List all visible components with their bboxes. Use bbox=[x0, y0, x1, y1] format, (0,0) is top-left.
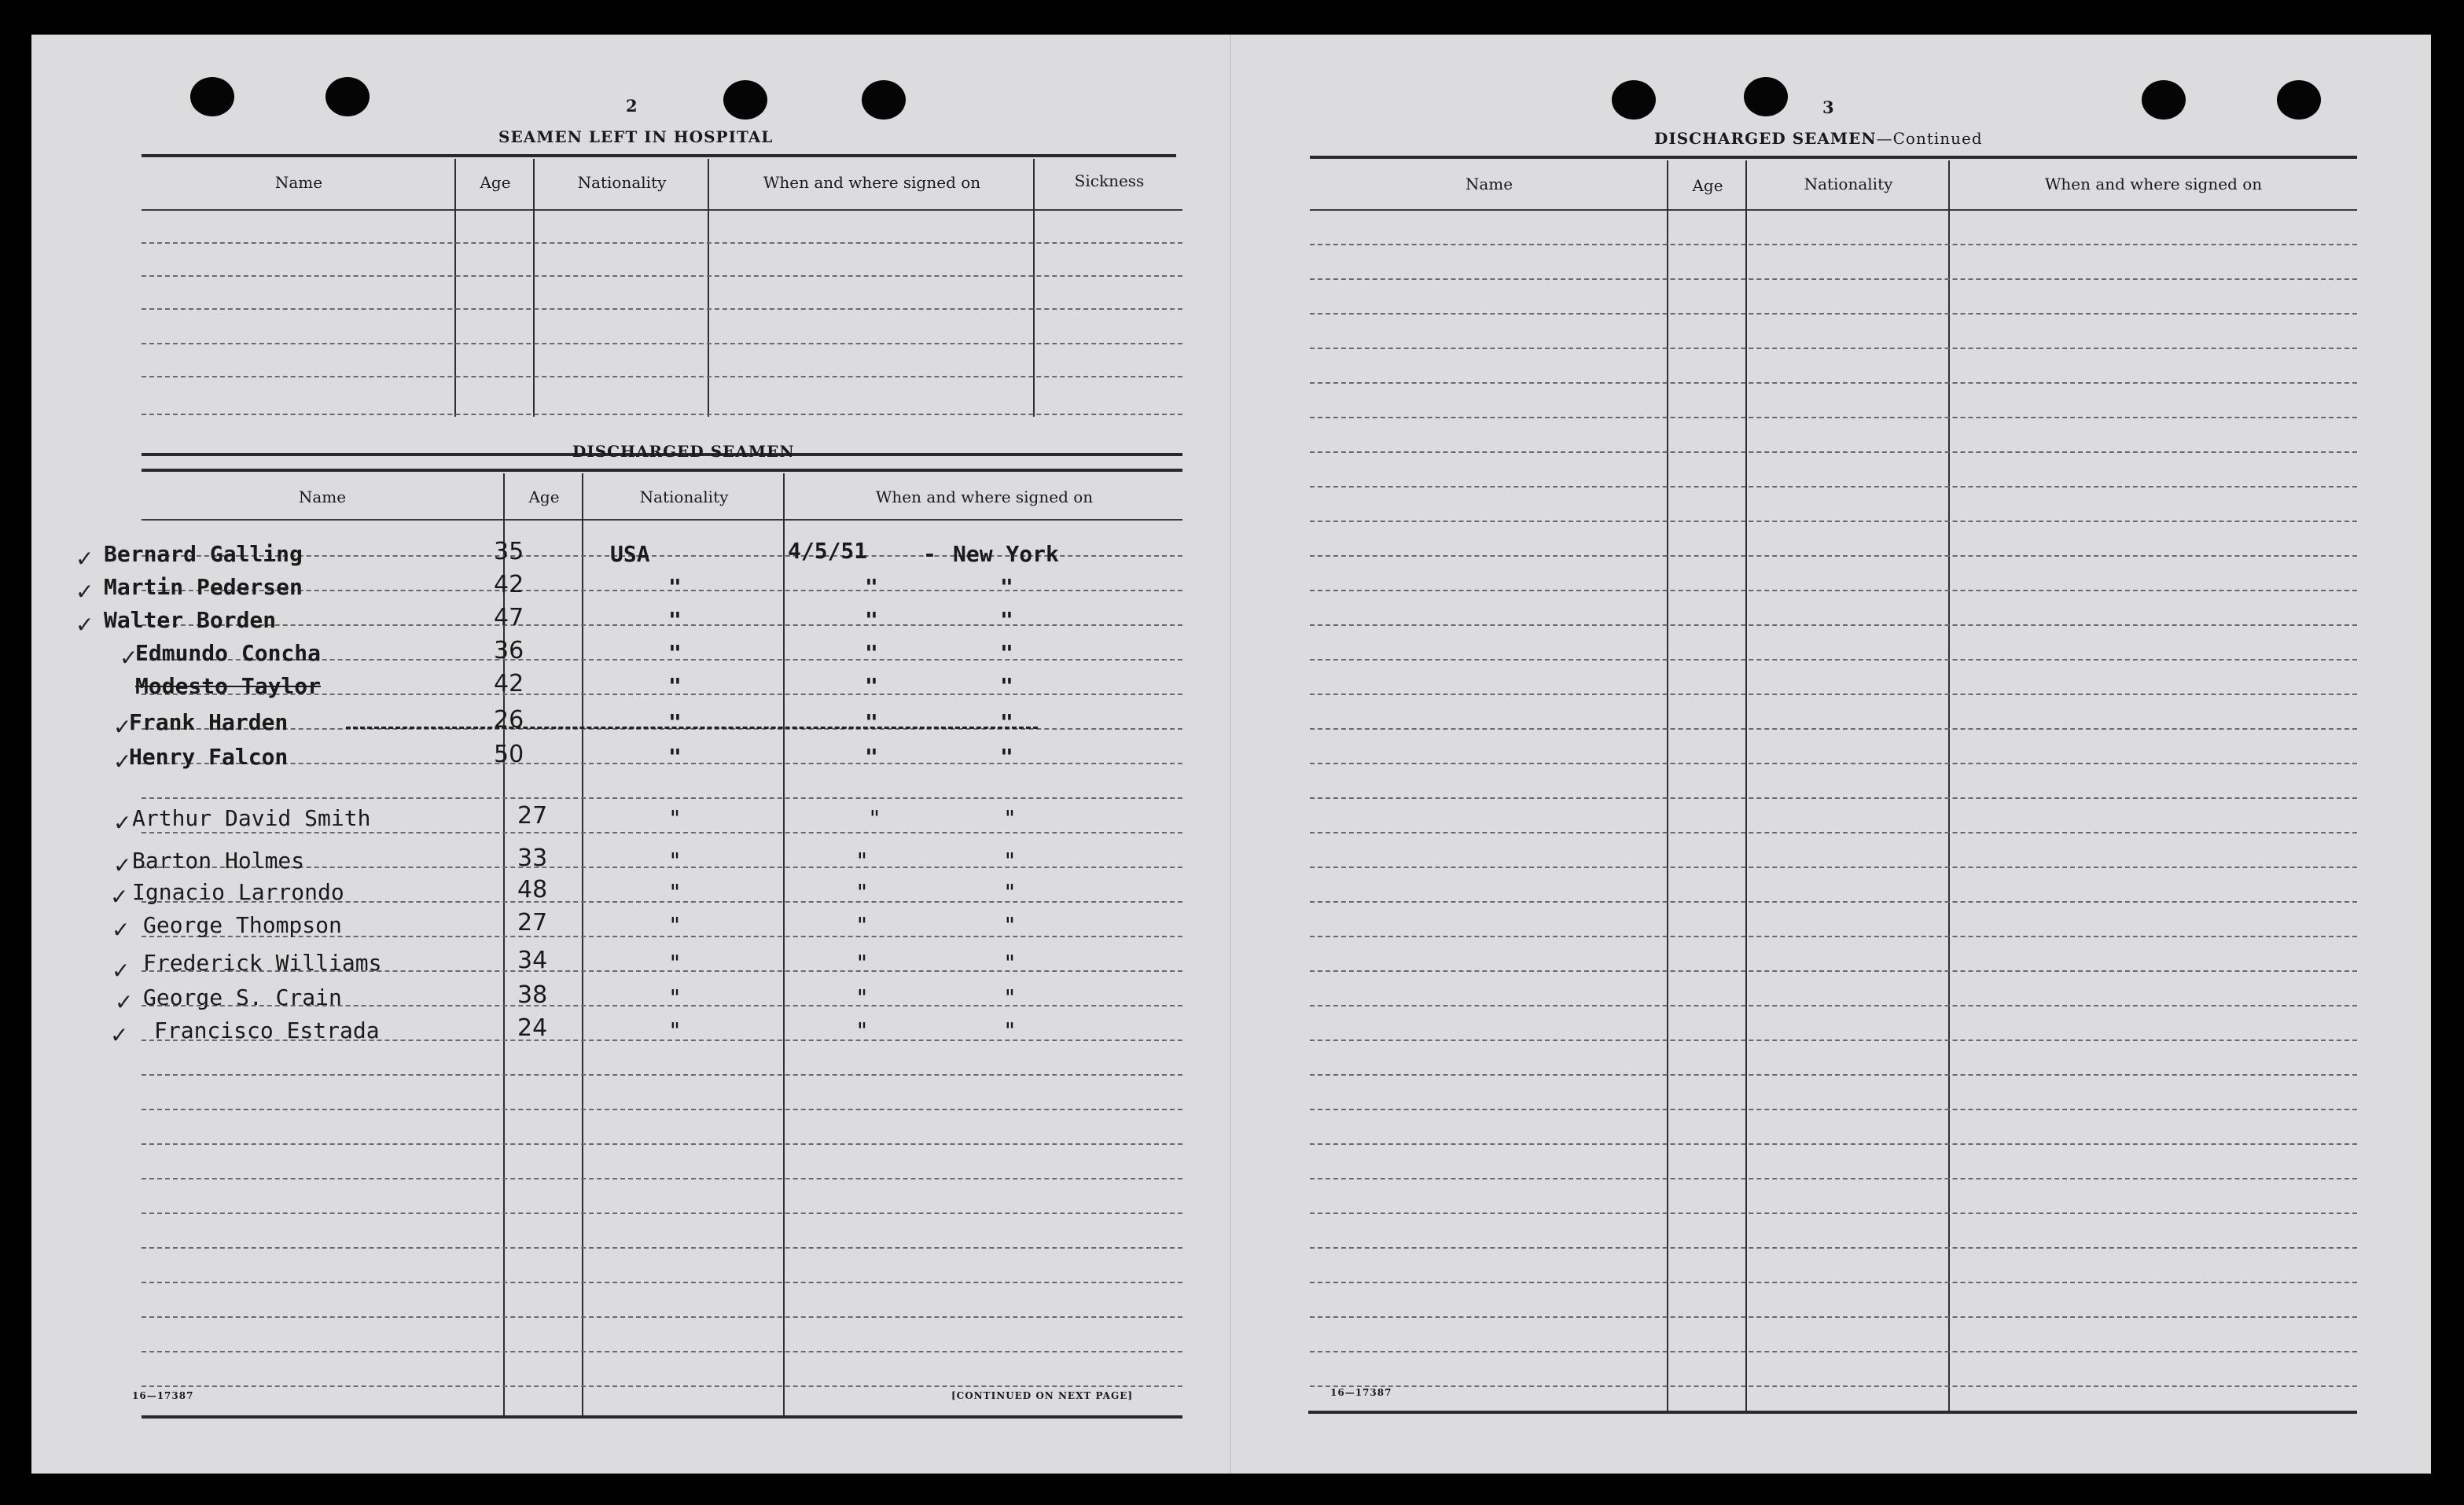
signed-on-place: " bbox=[1000, 574, 1013, 600]
signed-on-date: 4/5/51 bbox=[788, 538, 868, 564]
ruling-line bbox=[1310, 901, 2357, 903]
signed-on-place: " bbox=[1000, 640, 1013, 666]
right-section-title-suffix: —Continued bbox=[1876, 129, 1983, 148]
ruling-line bbox=[1310, 555, 2357, 557]
ruling-line bbox=[1310, 521, 2357, 522]
continued-note: [CONTINUED ON NEXT PAGE] bbox=[951, 1390, 1134, 1401]
page-number: 2 bbox=[626, 96, 638, 116]
seaman-name: George Thompson bbox=[143, 912, 342, 938]
discharged-continued-table bbox=[1310, 156, 2390, 1419]
seaman-age: 47 bbox=[494, 604, 524, 631]
ruling-line bbox=[1310, 417, 2357, 418]
ruling-line bbox=[1310, 1385, 2357, 1387]
ruling-line bbox=[1310, 659, 2357, 661]
signed-on-date: " bbox=[855, 912, 869, 938]
ruling-line bbox=[1310, 244, 2357, 245]
ruling-line bbox=[142, 763, 1182, 764]
check-mark: ✓ bbox=[75, 546, 94, 572]
check-mark: ✓ bbox=[112, 917, 131, 943]
seaman-nationality: " bbox=[668, 1017, 682, 1043]
ruling-line bbox=[1310, 348, 2357, 349]
seaman-name: Arthur David Smith bbox=[132, 805, 371, 831]
seaman-name: Ignacio Larrondo bbox=[132, 879, 344, 905]
ruling-line bbox=[142, 1351, 1182, 1352]
ruling-line bbox=[1310, 1247, 2357, 1249]
seaman-nationality: " bbox=[668, 950, 682, 976]
seaman-age: 34 bbox=[517, 947, 548, 974]
seaman-nationality: " bbox=[668, 607, 682, 633]
ruling-line bbox=[1310, 970, 2357, 972]
ruling-line bbox=[1310, 763, 2357, 764]
ruling-line bbox=[1310, 797, 2357, 799]
ruling-line bbox=[1310, 1316, 2357, 1318]
punch-hole bbox=[862, 80, 906, 120]
signed-on-date: " bbox=[865, 744, 878, 770]
seaman-age: 36 bbox=[494, 637, 524, 664]
ruling-line bbox=[1310, 1005, 2357, 1006]
check-mark: ✓ bbox=[113, 714, 132, 740]
signed-on-place: " bbox=[1003, 912, 1017, 938]
signed-on-place: " bbox=[1003, 805, 1017, 831]
seaman-age: 24 bbox=[517, 1014, 548, 1042]
right-section-title-main: DISCHARGED SEAMEN bbox=[1654, 129, 1877, 148]
hospital-col-nationality: Nationality bbox=[577, 173, 667, 192]
check-mark: ✓ bbox=[75, 579, 94, 605]
seaman-age: 35 bbox=[494, 538, 524, 565]
ruling-line bbox=[1310, 382, 2357, 384]
signed-on-place: " bbox=[1003, 1017, 1017, 1043]
ruling-line bbox=[1310, 451, 2357, 453]
ruling-line bbox=[142, 624, 1182, 626]
discharged-col-age: Age bbox=[528, 488, 560, 506]
ruling-line bbox=[142, 832, 1182, 833]
ruling-line bbox=[142, 1282, 1182, 1283]
ruling-line bbox=[1310, 624, 2357, 626]
signed-on-date: " bbox=[865, 640, 878, 666]
seaman-name: Edmundo Concha bbox=[135, 640, 322, 666]
ruling-line bbox=[142, 1178, 1182, 1179]
signed-on-date: " bbox=[868, 805, 881, 831]
seaman-nationality: " bbox=[668, 709, 682, 735]
ruling-line bbox=[142, 1109, 1182, 1110]
ruling-line bbox=[1310, 694, 2357, 695]
seaman-name: Frank Harden bbox=[129, 709, 289, 735]
ruling-line bbox=[1310, 1178, 2357, 1179]
signed-on-place: " bbox=[1003, 879, 1017, 905]
signed-on-place: " bbox=[1003, 950, 1017, 976]
check-mark: ✓ bbox=[110, 884, 129, 910]
punch-hole bbox=[2142, 80, 2186, 120]
seaman-nationality: USA bbox=[610, 541, 650, 567]
form-number: 16—17387 bbox=[1330, 1387, 1392, 1398]
seaman-name: Modesto Taylor bbox=[135, 673, 322, 699]
seaman-age: 27 bbox=[517, 802, 548, 830]
check-mark: ✓ bbox=[113, 810, 132, 836]
seaman-nationality: " bbox=[668, 848, 682, 874]
punch-hole bbox=[1744, 77, 1788, 116]
seaman-name: Bernard Galling bbox=[104, 541, 303, 567]
ruling-line bbox=[1310, 1040, 2357, 1041]
punch-hole bbox=[325, 77, 370, 116]
check-mark: ✓ bbox=[110, 1022, 129, 1048]
signed-on-date: " bbox=[865, 607, 878, 633]
ruling-line bbox=[142, 1316, 1182, 1318]
seaman-name: George S. Crain bbox=[143, 984, 342, 1010]
discharged-section-title: DISCHARGED SEAMEN bbox=[572, 442, 795, 461]
ruling-line bbox=[1310, 728, 2357, 730]
seaman-name: Henry Falcon bbox=[129, 744, 289, 770]
right-section-title bbox=[1654, 129, 1983, 148]
seaman-name: Martin Pedersen bbox=[104, 574, 303, 600]
seaman-age: 48 bbox=[517, 876, 548, 903]
signed-on-date: " bbox=[855, 848, 869, 874]
check-mark: ✓ bbox=[113, 852, 132, 878]
seaman-nationality: " bbox=[668, 673, 682, 699]
check-mark: ✓ bbox=[112, 958, 131, 984]
discharged-col-name: Name bbox=[298, 488, 347, 506]
seaman-age: 27 bbox=[517, 909, 548, 936]
ruling-line bbox=[1310, 867, 2357, 868]
seaman-name: Walter Borden bbox=[104, 607, 277, 633]
check-mark: ✓ bbox=[113, 749, 132, 775]
hospital-col-when-where: When and where signed on bbox=[763, 173, 981, 192]
ruling-line bbox=[142, 1385, 1182, 1387]
signed-on-place: New York bbox=[953, 541, 1059, 567]
continued-col-age: Age bbox=[1692, 176, 1723, 195]
ruling-line bbox=[142, 1247, 1182, 1249]
signed-on-date: " bbox=[855, 879, 869, 905]
ruling-line bbox=[142, 1143, 1182, 1145]
signed-on-date: " bbox=[855, 950, 869, 976]
ruling-line bbox=[1310, 278, 2357, 280]
continued-col-nationality: Nationality bbox=[1804, 175, 1893, 193]
ruling-line bbox=[142, 1074, 1182, 1076]
hospital-col-sickness: Sickness bbox=[1074, 171, 1145, 190]
seaman-age: 50 bbox=[494, 741, 524, 768]
seaman-nationality: " bbox=[668, 984, 682, 1010]
continued-col-when-where: When and where signed on bbox=[2044, 175, 2263, 193]
seaman-nationality: " bbox=[668, 574, 682, 600]
ruling-line bbox=[1310, 936, 2357, 937]
ruling-line bbox=[1310, 1109, 2357, 1110]
seaman-nationality: " bbox=[668, 640, 682, 666]
ruling-line bbox=[1310, 1282, 2357, 1283]
check-mark: ✓ bbox=[115, 989, 134, 1015]
signed-on-place: " bbox=[1000, 709, 1013, 735]
seaman-age: 26 bbox=[494, 706, 524, 734]
seaman-name: Francisco Estrada bbox=[154, 1017, 380, 1043]
ruling-line bbox=[1310, 1074, 2357, 1076]
seaman-age: 42 bbox=[494, 571, 524, 598]
signed-on-place: " bbox=[1000, 607, 1013, 633]
punch-hole bbox=[723, 80, 767, 120]
signed-on-date: " bbox=[865, 709, 878, 735]
page-fold bbox=[1230, 35, 1231, 1474]
seaman-nationality: " bbox=[668, 879, 682, 905]
ruling-line bbox=[1310, 1143, 2357, 1145]
seaman-age: 38 bbox=[517, 981, 548, 1009]
hospital-section-title: SEAMEN LEFT IN HOSPITAL bbox=[498, 127, 774, 146]
page-number: 3 bbox=[1822, 98, 1834, 117]
signed-on-date: " bbox=[855, 1017, 869, 1043]
ruling-line bbox=[1310, 1212, 2357, 1214]
ruling-line bbox=[1310, 486, 2357, 488]
seaman-nationality: " bbox=[668, 744, 682, 770]
signed-on-place: " bbox=[1003, 984, 1017, 1010]
form-number: 16—17387 bbox=[132, 1390, 194, 1401]
strike-through-line bbox=[346, 727, 1038, 729]
seaman-age: 33 bbox=[517, 844, 548, 872]
ruling-line bbox=[1310, 832, 2357, 833]
punch-hole bbox=[190, 77, 234, 116]
seaman-name: Barton Holmes bbox=[132, 848, 305, 874]
hospital-col-name: Name bbox=[274, 173, 323, 192]
ruling-line bbox=[1310, 590, 2357, 591]
seaman-nationality: " bbox=[668, 912, 682, 938]
ruling-line bbox=[1310, 1351, 2357, 1352]
document-spread bbox=[31, 35, 2431, 1474]
discharged-col-nationality: Nationality bbox=[639, 488, 729, 506]
signed-on-date: " bbox=[865, 574, 878, 600]
ruling-line bbox=[142, 797, 1182, 799]
signed-on-date: " bbox=[855, 984, 869, 1010]
punch-hole bbox=[1612, 80, 1656, 120]
punch-hole bbox=[2277, 80, 2321, 120]
ruling-line bbox=[1310, 313, 2357, 315]
check-mark: ✓ bbox=[75, 612, 94, 638]
hospital-col-age: Age bbox=[480, 173, 511, 192]
signed-on-place: " bbox=[1000, 673, 1013, 699]
signed-on-separator: - bbox=[923, 541, 936, 567]
continued-col-name: Name bbox=[1465, 175, 1513, 193]
seaman-nationality: " bbox=[668, 805, 682, 831]
discharged-col-when-where: When and where signed on bbox=[875, 488, 1094, 506]
ruling-line bbox=[142, 1212, 1182, 1214]
seaman-age: 42 bbox=[494, 670, 524, 697]
seaman-name: Frederick Williams bbox=[143, 950, 382, 976]
check-mark: ✓ bbox=[120, 645, 138, 671]
signed-on-place: " bbox=[1003, 848, 1017, 874]
signed-on-date: " bbox=[865, 673, 878, 699]
hospital-table bbox=[110, 154, 1184, 458]
signed-on-place: " bbox=[1000, 744, 1013, 770]
